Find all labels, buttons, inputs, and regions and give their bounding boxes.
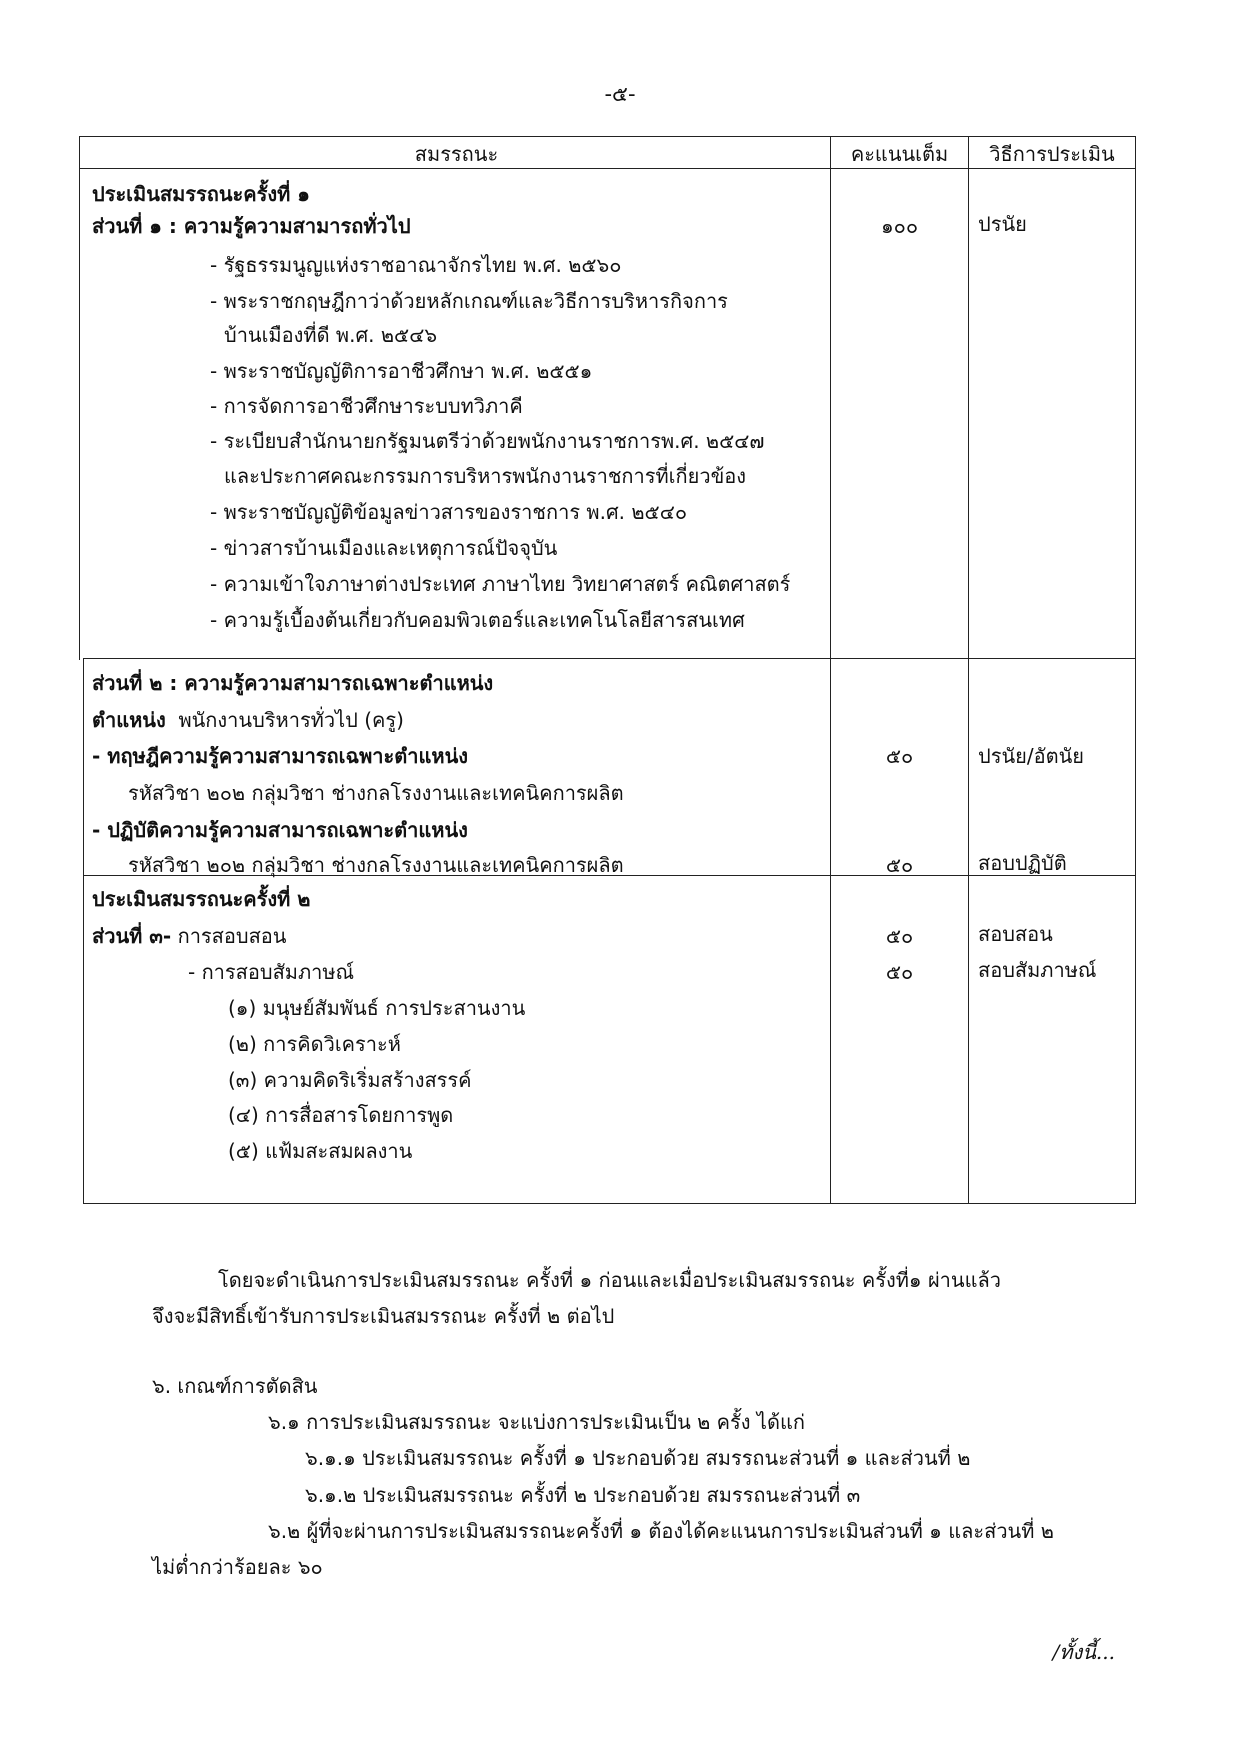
practice-subject: รหัสวิชา ๒๐๒ กลุ่มวิชา ช่างกลโรงงานและเทคนิคการผลิต xyxy=(128,853,624,877)
part1-item: - พระราชบัญญัติการอาชีวศึกษา พ.ศ. ๒๕๕๑ xyxy=(210,359,593,383)
part3-text: การสอบสอน xyxy=(177,924,287,948)
interview-item: (๓) ความคิดริเริ่มสร้างสรรค์ xyxy=(228,1068,472,1092)
part1-item: - ข่าวสารบ้านเมืองและเหตุการณ์ปัจจุบัน xyxy=(210,536,558,560)
practice-score: ๕๐ xyxy=(885,853,914,877)
continuation-note: /ทั้งนี้... xyxy=(1052,1640,1115,1664)
part1-score: ๑๐๐ xyxy=(880,214,919,238)
practice-title: - ปฏิบัติความรู้ความสามารถเฉพาะตำแหน่ง xyxy=(92,818,468,842)
page-number: -๕- xyxy=(604,82,636,106)
interview-title: - การสอบสัมภาษณ์ xyxy=(188,960,355,984)
header-competency: สมรรถนะ xyxy=(414,142,499,166)
interview-item: (๔) การสื่อสารโดยการพูด xyxy=(228,1103,454,1127)
part1-item: - ความเข้าใจภาษาต่างประเทศ ภาษาไทย วิทยาศาสตร์ คณิตศาสตร์ xyxy=(210,572,791,596)
part1-item: บ้านเมืองที่ดี พ.ศ. ๒๕๔๖ xyxy=(224,323,438,347)
theory-method: ปรนัย/อัตนัย xyxy=(978,744,1084,768)
part1-title: ส่วนที่ ๑ : ความรู้ความสามารถทั่วไป xyxy=(92,214,411,238)
teaching-score: ๕๐ xyxy=(885,924,914,948)
part1-method: ปรนัย xyxy=(978,212,1027,236)
part1-item: - การจัดการอาชีวศึกษาระบบทวิภาคี xyxy=(210,394,523,418)
part1-item: และประกาศคณะกรรมการบริหารพนักงานราชการที่เกี่ยวข้อง xyxy=(224,464,747,488)
teaching-method: สอบสอน xyxy=(978,922,1053,946)
header-full-score: คะแนนเต็ม xyxy=(850,142,949,166)
practice-method: สอบปฏิบัติ xyxy=(978,851,1067,875)
criteria-line: ๖.๑.๑ ประเมินสมรรถนะ ครั้งที่ ๑ ประกอบด้วย สมรรถนะส่วนที่ ๑ และส่วนที่ ๒ xyxy=(305,1446,971,1470)
note-line-2: จึงจะมีสิทธิ์เข้ารับการประเมินสมรรถนะ ครั้งที่ ๒ ต่อไป xyxy=(152,1304,615,1328)
note-line-1: โดยจะดำเนินการประเมินสมรรถนะ ครั้งที่ ๑ ก่อนและเมื่อประเมินสมรรถนะ ครั้งที่๑ ผ่านแล้ว xyxy=(218,1268,1001,1292)
interview-method: สอบสัมภาษณ์ xyxy=(978,958,1097,982)
criteria-line: ๖.๑ การประเมินสมรรถนะ จะแบ่งการประเมินเป็น ๒ ครั้ง ได้แก่ xyxy=(268,1410,805,1434)
part1-item: - พระราชบัญญัติข้อมูลข่าวสารของราชการ พ.ศ. ๒๕๔๐ xyxy=(210,500,688,524)
position-value: พนักงานบริหารทั่วไป (ครู) xyxy=(178,708,404,732)
part1-item: - พระราชกฤษฎีกาว่าด้วยหลักเกณฑ์และวิธีการบริหารกิจการ xyxy=(210,289,728,313)
part1-item: - ความรู้เบื้องต้นเกี่ยวกับคอมพิวเตอร์และเทคโนโลยีสารสนเทศ xyxy=(210,608,745,632)
interview-item: (๕) แฟ้มสะสมผลงาน xyxy=(228,1139,413,1163)
part2-title: ส่วนที่ ๒ : ความรู้ความสามารถเฉพาะตำแหน่ง xyxy=(92,671,494,695)
interview-score: ๕๐ xyxy=(885,960,914,984)
position-label: ตำแหน่ง xyxy=(92,708,166,732)
theory-title: - ทฤษฎีความรู้ความสามารถเฉพาะตำแหน่ง xyxy=(92,744,469,768)
part1-item: - รัฐธรรมนูญแห่งราชอาณาจักรไทย พ.ศ. ๒๕๖๐ xyxy=(210,253,622,277)
criteria-line: ๖.๒ ผู้ที่จะผ่านการประเมินสมรรถนะครั้งที่ ๑ ต้องได้คะแนนการประเมินส่วนที่ ๑ และส่วนที่ ๒ xyxy=(268,1519,1054,1543)
header-method: วิธีการประเมิน xyxy=(989,142,1115,166)
part3-label: ส่วนที่ ๓- xyxy=(92,924,172,948)
criteria-heading: ๖. เกณฑ์การตัดสิน xyxy=(152,1374,318,1398)
criteria-line: ๖.๑.๒ ประเมินสมรรถนะ ครั้งที่ ๒ ประกอบด้วย สมรรถนะส่วนที่ ๓ xyxy=(305,1483,861,1507)
theory-score: ๕๐ xyxy=(885,744,914,768)
interview-item: (๑) มนุษย์สัมพันธ์ การประสานงาน xyxy=(228,996,526,1020)
interview-item: (๒) การคิดวิเคราะห์ xyxy=(228,1032,401,1056)
criteria-line: ไม่ต่ำกว่าร้อยละ ๖๐ xyxy=(152,1555,323,1579)
section1-title: ประเมินสมรรถนะครั้งที่ ๑ xyxy=(92,182,310,206)
section3-title: ประเมินสมรรถนะครั้งที่ ๒ xyxy=(92,887,311,911)
part1-item: - ระเบียบสำนักนายกรัฐมนตรีว่าด้วยพนักงานราชการพ.ศ. ๒๕๔๗ xyxy=(210,429,765,453)
theory-subject: รหัสวิชา ๒๐๒ กลุ่มวิชา ช่างกลโรงงานและเทคนิคการผลิต xyxy=(128,781,624,805)
